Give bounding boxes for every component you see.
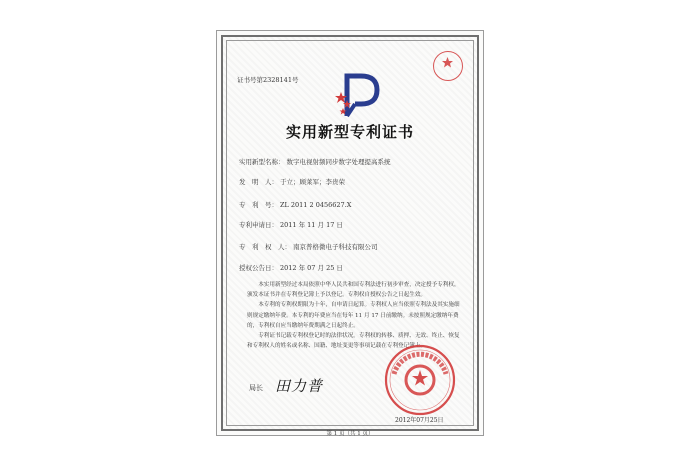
field-label: 发 明 人： [239, 178, 278, 186]
field-label: 专 利 权 人： [239, 243, 291, 251]
field-utility-model-name [239, 157, 391, 166]
field-patent-number [239, 200, 351, 209]
page-footer: 第 1 页（共 1 页） [326, 431, 374, 437]
field-value: 南京普格微电子科技有限公司 [293, 243, 378, 251]
director-label: 局长 [249, 384, 263, 392]
patent-office-logo-icon [333, 70, 381, 122]
field-label: 专利申请日： [239, 221, 278, 229]
field-inventors [239, 177, 345, 186]
field-value: 2011 年 11 月 17 日 [280, 221, 343, 229]
field-label: 专 利 号： [239, 201, 278, 209]
national-emblem-seal-icon [384, 344, 456, 416]
body-paragraph: 本专利的专利权期限为十年，自申请日起算。专利权人应当依照专利法及其实施细则规定缴纳年费。本专利的年费应当在每年 11 月 17 日前缴纳。未按照规定缴纳年费的，专利权自应当缴纳年费期满之日起终止。 [247, 302, 460, 329]
certificate-frame [221, 35, 479, 437]
certificate-title: 实用新型专利证书 [285, 123, 414, 141]
field-patentee [239, 242, 378, 251]
certificate-body-text [247, 280, 463, 351]
patent-certificate [216, 30, 484, 436]
seal-date: 2012年07月25日 [395, 417, 444, 424]
field-grant-date [239, 263, 343, 272]
field-value: 数字电视射频同步数字处理提高系统 [286, 158, 391, 166]
field-label: 实用新型名称： [239, 158, 285, 166]
stamp-star-icon [434, 52, 461, 79]
body-paragraph: 本实用新型经过本局依照中华人民共和国专利法进行初步审查，决定授予专利权，颁发本证书并在专利登记簿上予以登记。专利权自授权公告之日起生效。 [247, 282, 460, 299]
certificate-number: 证书号第2328141号 [237, 76, 299, 84]
field-label: 授权公告日： [239, 264, 278, 272]
field-value: 2012 年 07 月 25 日 [280, 264, 343, 272]
director-signature: 田力普 [275, 377, 324, 395]
field-value: ZL 2011 2 0456627.X [280, 201, 352, 209]
red-registration-stamp [433, 51, 463, 81]
field-application-date [239, 220, 343, 229]
body-paragraph: 专利证书记载专利权登记时的法律状况。专利权的转移、质押、无效、终止、恢复和专利权人的姓名或名称、国籍、地址变更等事项记载在专利登记簿上。 [247, 333, 460, 350]
field-value: 于立；顾莱军；李贵荣 [280, 178, 345, 186]
